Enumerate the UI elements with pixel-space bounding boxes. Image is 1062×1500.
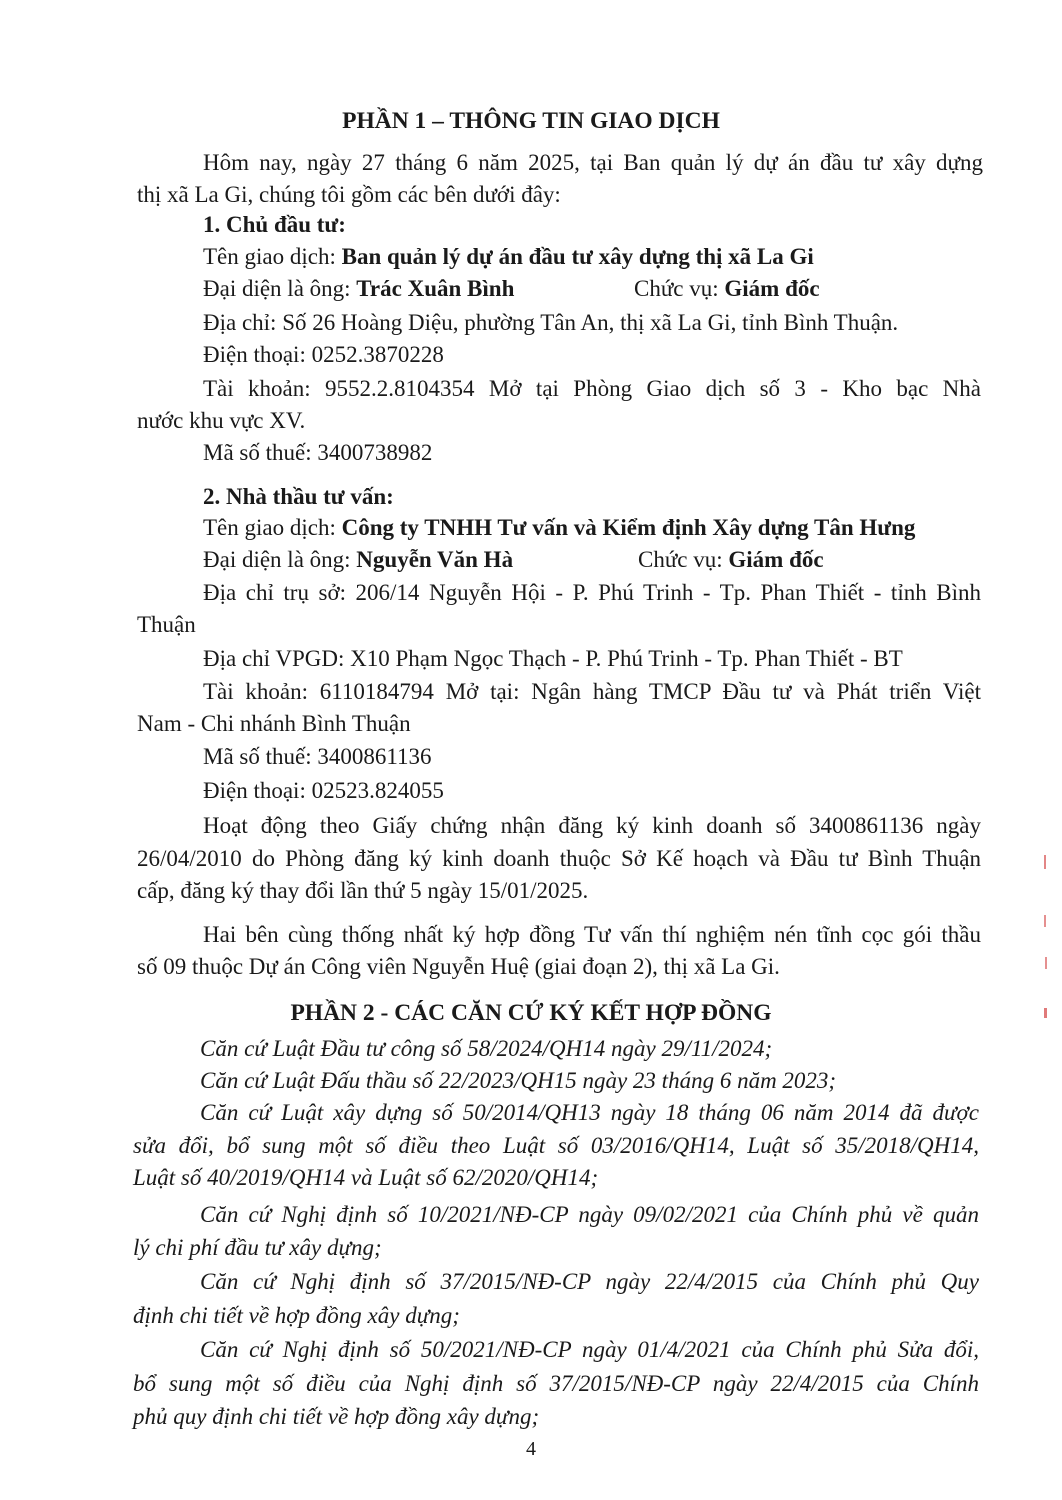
legal-basis-line: phủ quy định chi tiết về hợp đồng xây dựng;	[133, 1404, 540, 1429]
consultant-hq-address: Địa chỉ trụ sở: 206/14 Nguyễn Hội - P. Phú Trinh - Tp. Phan Thiết - tỉnh Bình	[203, 580, 981, 605]
investor-name-label: Tên giao dịch:	[203, 244, 342, 269]
consultant-position-value: Giám đốc	[728, 547, 824, 572]
margin-stamp-mark	[1044, 915, 1046, 927]
investor-position-value: Giám đốc	[724, 276, 820, 301]
part1-title: PHẦN 1 – THÔNG TIN GIAO DỊCH	[342, 108, 720, 134]
legal-basis-line: sửa đổi, bổ sung một số điều theo Luật số 03/2016/QH14, Luật số 35/2018/QH14,	[133, 1133, 979, 1158]
intro-line: Hôm nay, ngày 27 tháng 6 năm 2025, tại Ban quản lý dự án đầu tư xây dựng	[203, 150, 983, 175]
consultant-hq-address-cont: Thuận	[137, 612, 196, 637]
consultant-license: 26/04/2010 do Phòng đăng ký kinh doanh thuộc Sở Kế hoạch và Đầu tư Bình Thuận	[137, 846, 981, 871]
investor-heading: 1. Chủ đầu tư:	[203, 212, 346, 237]
consultant-name	[203, 513, 915, 543]
legal-basis-line: bổ sung một số điều của Nghị định số 37/2015/NĐ-CP ngày 22/4/2015 của Chính	[133, 1371, 979, 1396]
legal-basis-line: Luật số 40/2019/QH14 và Luật số 62/2020/QH14;	[133, 1165, 599, 1190]
investor-account: Tài khoản: 9552.2.8104354 Mở tại Phòng Giao dịch số 3 - Kho bạc Nhà	[203, 376, 981, 401]
legal-basis-line: Căn cứ Luật Đấu thầu số 22/2023/QH15 ngày 23 tháng 6 năm 2023;	[200, 1068, 837, 1093]
consultant-position	[638, 545, 824, 575]
consultant-account-cont: Nam - Chi nhánh Bình Thuận	[137, 711, 411, 736]
agreement-line: Hai bên cùng thống nhất ký hợp đồng Tư vấn thí nghiệm nén tĩnh cọc gói thầu	[203, 922, 981, 947]
consultant-rep-value: Nguyễn Văn Hà	[356, 547, 514, 572]
investor-position-label: Chức vụ:	[634, 276, 725, 301]
agreement-line: số 09 thuộc Dự án Công viên Nguyễn Huệ (giai đoạn 2), thị xã La Gi.	[137, 954, 780, 979]
investor-account-cont: nước khu vực XV.	[137, 408, 306, 433]
consultant-heading: 2. Nhà thầu tư vấn:	[203, 484, 394, 509]
margin-stamp-mark	[1044, 855, 1046, 869]
consultant-license: Hoạt động theo Giấy chứng nhận đăng ký kinh doanh số 3400861136 ngày	[203, 813, 981, 838]
investor-rep-label: Đại diện là ông:	[203, 276, 357, 301]
investor-name	[203, 242, 814, 272]
page-number: 4	[526, 1438, 536, 1460]
legal-basis-line: Căn cứ Nghị định số 37/2015/NĐ-CP ngày 22/4/2015 của Chính phủ Quy	[200, 1269, 979, 1294]
consultant-account: Tài khoản: 6110184794 Mở tại: Ngân hàng TMCP Đầu tư và Phát triển Việt	[203, 679, 981, 704]
legal-basis-line: định chi tiết về hợp đồng xây dựng;	[133, 1303, 460, 1328]
consultant-office-address: Địa chỉ VPGD: X10 Phạm Ngọc Thạch - P. Phú Trinh - Tp. Phan Thiết - BT	[203, 646, 903, 671]
investor-phone: Điện thoại: 0252.3870228	[203, 342, 444, 367]
consultant-license: cấp, đăng ký thay đổi lần thứ 5 ngày 15/01/2025.	[137, 878, 589, 903]
investor-rep	[203, 274, 514, 304]
investor-name-value: Ban quản lý dự án đầu tư xây dựng thị xã La Gi	[341, 244, 814, 269]
consultant-rep-label: Đại diện là ông:	[203, 547, 357, 572]
legal-basis-line: Căn cứ Luật Đầu tư công số 58/2024/QH14 ngày 29/11/2024;	[200, 1036, 773, 1061]
legal-basis-line: Căn cứ Nghị định số 10/2021/NĐ-CP ngày 09/02/2021 của Chính phủ về quản	[200, 1202, 979, 1227]
consultant-phone: Điện thoại: 02523.824055	[203, 778, 444, 803]
investor-position	[634, 274, 820, 304]
consultant-position-label: Chức vụ:	[638, 547, 729, 572]
investor-rep-value: Trác Xuân Bình	[356, 276, 515, 301]
consultant-tax: Mã số thuế: 3400861136	[203, 744, 432, 769]
margin-stamp-mark	[1044, 1008, 1047, 1018]
intro-line: thị xã La Gi, chúng tôi gồm các bên dưới đây:	[137, 182, 561, 207]
investor-tax: Mã số thuế: 3400738982	[203, 440, 433, 465]
investor-address: Địa chỉ: Số 26 Hoàng Diệu, phường Tân An, thị xã La Gi, tỉnh Bình Thuận.	[203, 310, 899, 335]
legal-basis-line: lý chi phí đầu tư xây dựng;	[133, 1235, 382, 1260]
legal-basis-line: Căn cứ Nghị định số 50/2021/NĐ-CP ngày 01/4/2021 của Chính phủ Sửa đổi,	[200, 1337, 979, 1362]
consultant-name-label: Tên giao dịch:	[203, 515, 342, 540]
consultant-name-value: Công ty TNHH Tư vấn và Kiểm định Xây dựng Tân Hưng	[341, 515, 916, 540]
part2-title: PHẦN 2 - CÁC CĂN CỨ KÝ KẾT HỢP ĐỒNG	[290, 1000, 772, 1026]
legal-basis-line: Căn cứ Luật xây dựng số 50/2014/QH13 ngày 18 tháng 06 năm 2014 đã được	[200, 1100, 979, 1125]
consultant-rep	[203, 545, 513, 575]
margin-stamp-mark	[1045, 957, 1047, 969]
